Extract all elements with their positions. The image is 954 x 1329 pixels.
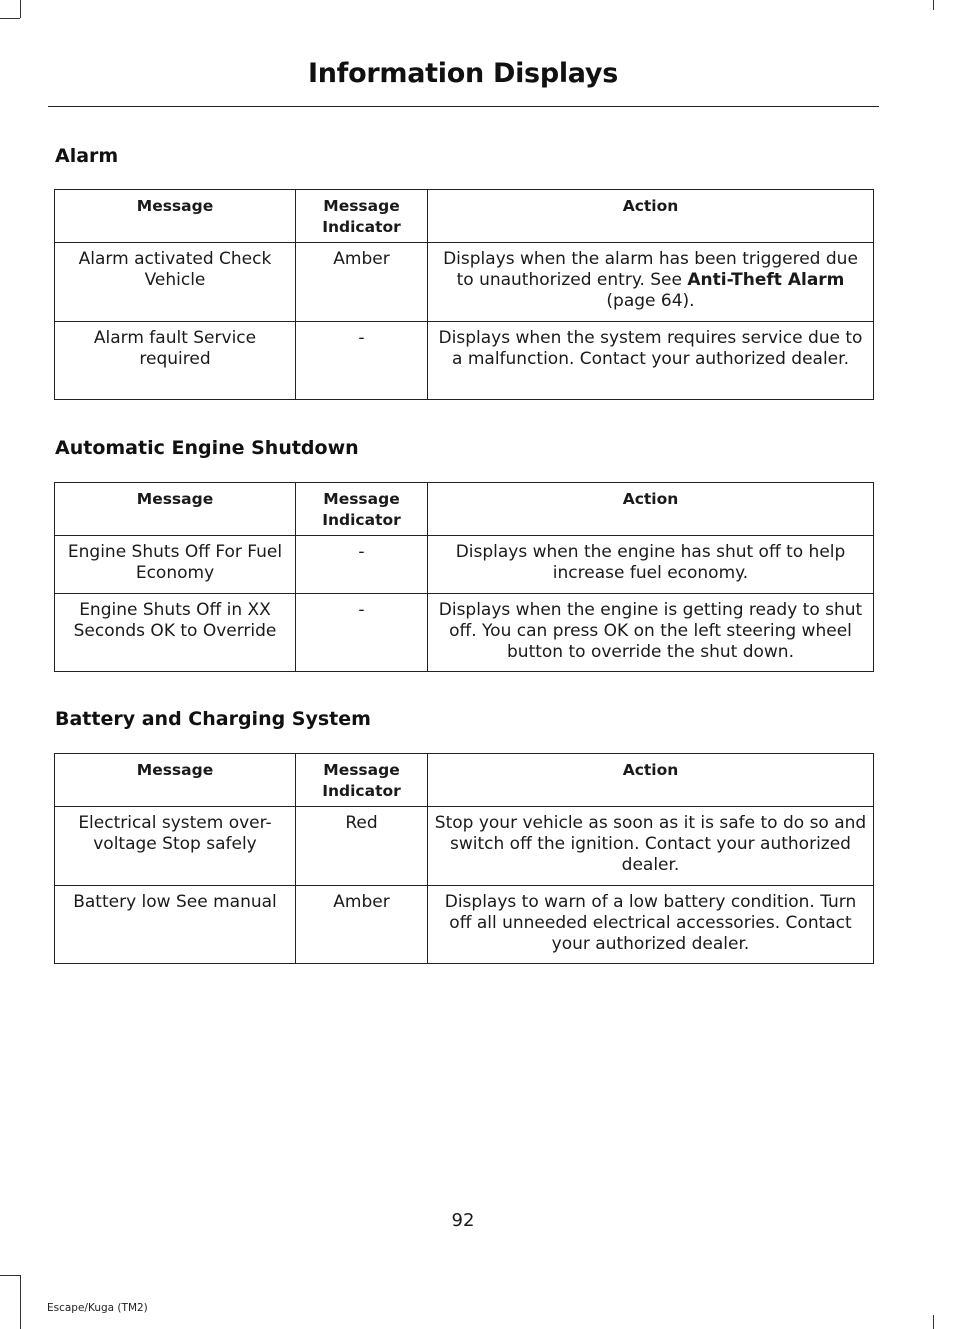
action-cell: Displays when the engine has shut off to help increase fuel economy. (428, 536, 874, 594)
column-header-indicator: Message Indicator (296, 754, 428, 807)
action-cell: Stop your vehicle as soon as it is safe to do so and switch off the ignition. Contact your authorized dealer. (428, 807, 874, 886)
indicator-cell: Red (296, 807, 428, 886)
column-header-action: Action (428, 483, 874, 536)
column-header-message: Message (55, 483, 296, 536)
action-cell: Displays to warn of a low battery condition. Turn off all unneeded electrical accessories. Contact your authorized dealer. (428, 886, 874, 964)
indicator-cell: - (296, 322, 428, 400)
indicator-cell: Amber (296, 886, 428, 964)
crop-mark (0, 1275, 20, 1276)
crop-mark (20, 1275, 21, 1329)
column-header-action: Action (428, 754, 874, 807)
indicator-cell: - (296, 536, 428, 594)
column-header-indicator: Message Indicator (296, 190, 428, 243)
message-cell: Alarm activated Check Vehicle (55, 243, 296, 322)
table-row (55, 807, 874, 886)
indicator-cell: - (296, 594, 428, 672)
page-title: Information Displays (308, 58, 618, 89)
section-title-engine-shutdown: Automatic Engine Shutdown (55, 437, 359, 459)
message-cell: Engine Shuts Off in XX Seconds OK to Override (55, 594, 296, 672)
crop-mark (0, 18, 20, 19)
alarm-table (54, 189, 874, 400)
crop-mark (933, 0, 934, 10)
table-header-row (55, 483, 874, 536)
table-row (55, 594, 874, 672)
crop-mark (20, 0, 21, 18)
engine-shutdown-table (54, 482, 874, 672)
column-header-action: Action (428, 190, 874, 243)
column-header-message: Message (55, 754, 296, 807)
table-row (55, 322, 874, 400)
message-cell: Engine Shuts Off For Fuel Economy (55, 536, 296, 594)
column-header-message: Message (55, 190, 296, 243)
section-title-alarm: Alarm (55, 145, 119, 167)
title-divider (48, 106, 879, 107)
table-header-row (55, 190, 874, 243)
crop-mark (933, 1315, 934, 1329)
action-cell: Displays when the system requires service due to a malfunction. Contact your authorized dealer. (428, 322, 874, 400)
battery-table (54, 753, 874, 964)
table-row (55, 536, 874, 594)
table-row (55, 886, 874, 964)
action-text: Displays when the alarm has been triggered due to unauthorized entry. See (443, 249, 858, 290)
message-cell: Battery low See manual (55, 886, 296, 964)
section-title-battery: Battery and Charging System (55, 708, 371, 730)
action-cell: Displays when the engine is getting ready to shut off. You can press OK on the left steering wheel button to override the shut down. (428, 594, 874, 672)
page-number: 92 (451, 1210, 475, 1231)
column-header-indicator: Message Indicator (296, 483, 428, 536)
message-cell: Alarm fault Service required (55, 322, 296, 400)
document-id: Escape/Kuga (TM2) (47, 1302, 148, 1314)
table-row (55, 243, 874, 322)
anti-theft-alarm-link[interactable]: Anti-Theft Alarm (687, 270, 845, 290)
page-reference: (page 64). (606, 291, 695, 311)
action-cell (428, 243, 874, 322)
indicator-cell: Amber (296, 243, 428, 322)
message-cell: Electrical system over-voltage Stop safely (55, 807, 296, 886)
table-header-row (55, 754, 874, 807)
